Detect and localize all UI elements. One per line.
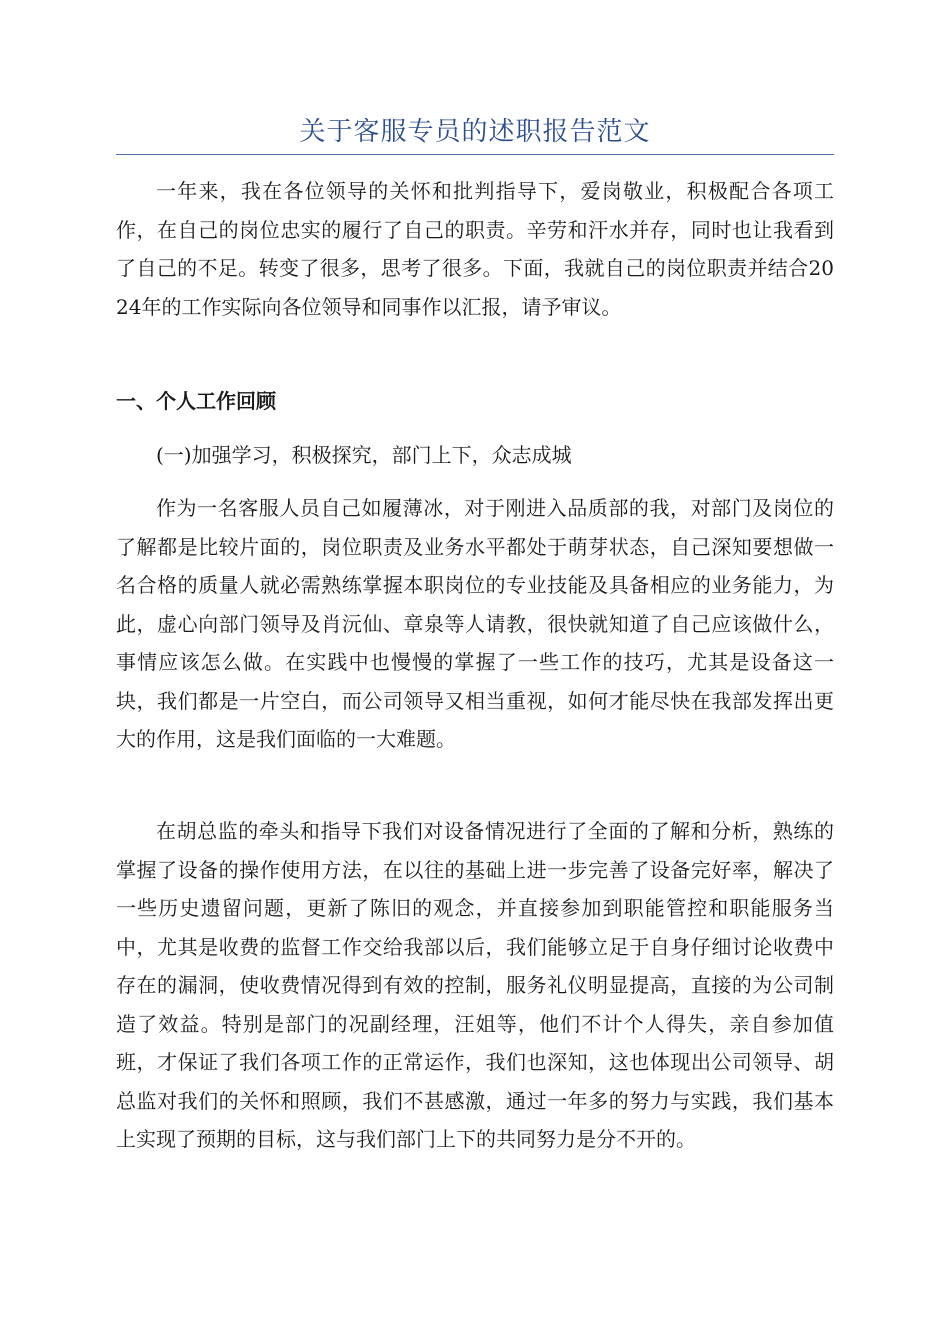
body-paragraph-1: 作为一名客服人员自己如履薄冰，对于刚进入品质部的我，对部门及岗位的了解都是比较片面的，岗位职责及业务水平都处于萌芽状态，自己深知要想做一名合格的质量人就必需熟练掌握本职岗位的专业技能及具备相应的业务能力，为此，虚心向部门领导及肖沅仙、章泉等人请教，很快就知道了自己应该做什么，事情应该怎么做。在实践中也慢慢的掌握了一些工作的技巧，尤其是设备这一块，我们都是一片空白，而公司领导又相当重视，如何才能尽快在我部发挥出更大的作用，这是我们面临的一大难题。 <box>116 496 834 751</box>
section-heading-1: 一、个人工作回顾 <box>116 389 276 413</box>
body-paragraph-2: 在胡总监的牵头和指导下我们对设备情况进行了全面的了解和分析，熟练的掌握了设备的操作使用方法，在以往的基础上进一步完善了设备完好率，解决了一些历史遗留问题，更新了陈旧的观念，并直接参加到职能管控和职能服务当中，尤其是收费的监督工作交给我部以后，我们能够立足于自身仔细讨论收费中存在的漏洞，使收费情况得到有效的控制，服务礼仪明显提高，直接的为公司制造了效益。特别是部门的况副经理，汪姐等，他们不计个人得失，亲自参加值班，才保证了我们各项工作的正常运作，我们也深知，这也体现出公司领导、胡总监对我们的关怀和照顾，我们不甚感激，通过一年多的努力与实践，我们基本上实现了预期的目标，这与我们部门上下的共同努力是分不开的。 <box>116 819 834 1151</box>
subsection-heading-1: (一)加强学习，积极探究，部门上下，众志成城 <box>156 443 572 467</box>
title-underline <box>116 154 834 155</box>
intro-paragraph: 一年来，我在各位领导的关怀和批判指导下，爱岗敬业，积极配合各项工作，在自己的岗位忠实的履行了自己的职责。辛劳和汗水并存，同时也让我看到了自己的不足。转变了很多，思考了很多。下面，我就自己的岗位职责并结合2024年的工作实际向各位领导和同事作以汇报，请予审议。 <box>116 179 834 319</box>
document-title: 关于客服专员的述职报告范文 <box>299 117 651 147</box>
